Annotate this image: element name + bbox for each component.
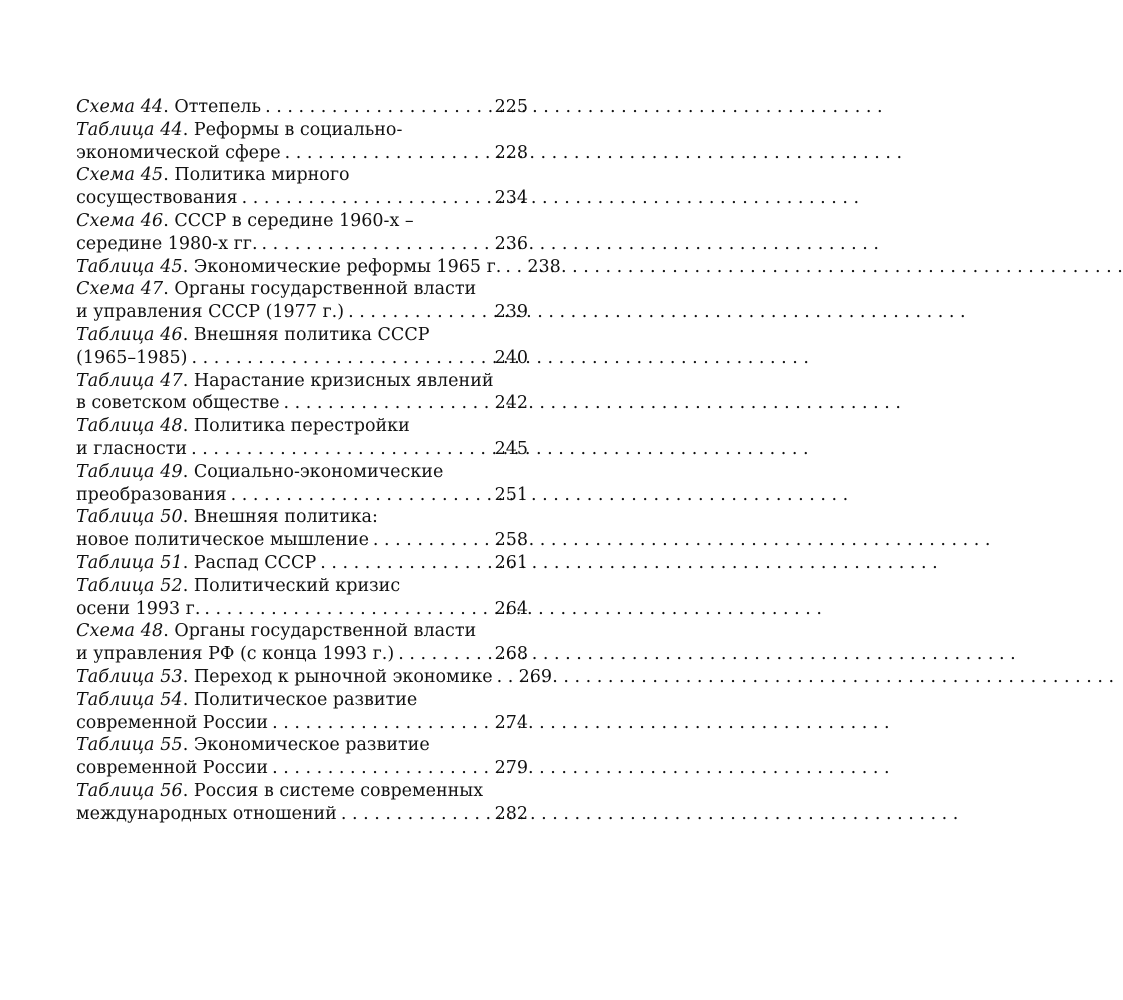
toc-entry-line — [76, 780, 528, 803]
toc-entry-title: Политика перестройки — [193, 416, 410, 437]
toc-entry-label: Таблица 55 — [76, 735, 183, 756]
toc-entry-title: Органы государственной власти — [174, 621, 477, 642]
label-separator: . — [163, 97, 175, 117]
label-separator: . — [182, 119, 194, 140]
toc-entry-page-number: 261 — [494, 552, 528, 573]
toc-entry-title: преобразования — [76, 484, 227, 505]
label-separator: . — [163, 165, 175, 186]
toc-entry-title: современной России — [76, 712, 269, 733]
toc-entry-title: сосуществования — [76, 188, 238, 209]
toc-entry-page-number: 274 — [494, 712, 528, 733]
toc-entry-title: осени 1993 г. — [76, 598, 201, 619]
toc-entry — [76, 119, 528, 165]
label-separator: . — [182, 370, 194, 391]
toc-entry-label: Таблица 54 — [76, 689, 183, 710]
dot-leader — [191, 438, 491, 461]
toc-entry-label: Таблица 48 — [76, 416, 183, 437]
toc-entry-label: Схема 44 — [76, 97, 164, 117]
toc-entry-line — [76, 324, 528, 347]
toc-entry-page-number: 279 — [494, 758, 528, 779]
toc-entry — [76, 256, 561, 279]
toc-entry-line — [76, 392, 528, 415]
toc-entry-page-number: 236 — [494, 233, 528, 254]
toc-entry-page-number: 234 — [494, 188, 528, 209]
toc-entry-title: Политика мирного — [174, 165, 350, 186]
toc-entry-title: Внешняя политика СССР — [193, 324, 430, 345]
toc-entry-line — [76, 278, 528, 301]
toc-entry-line — [76, 164, 528, 187]
toc-entry-line — [76, 529, 528, 552]
dot-leader — [272, 757, 491, 780]
toc-entry-label: Таблица 47 — [76, 370, 183, 391]
toc-entry-title: экономической сфере — [76, 142, 281, 163]
toc-entry-line — [76, 370, 528, 393]
dot-leader — [497, 666, 515, 689]
toc-entry-page-number: 269 — [518, 666, 553, 687]
label-separator: . — [182, 735, 194, 756]
toc-entry — [76, 210, 528, 256]
table-of-contents — [76, 96, 561, 826]
toc-entry — [76, 506, 528, 552]
label-separator: . — [182, 416, 194, 437]
toc-entry — [76, 461, 528, 507]
toc-entry-line — [76, 734, 528, 757]
toc-entry-title: Социально-экономические — [193, 461, 444, 482]
label-separator: . — [182, 256, 194, 277]
toc-entry-label: Таблица 46 — [76, 324, 183, 345]
toc-entry-page-number: 242 — [494, 393, 528, 414]
toc-entry-page-number: 240 — [494, 347, 528, 368]
toc-entry — [76, 324, 528, 370]
toc-entry-label: Таблица 44 — [76, 119, 183, 140]
toc-entry — [76, 575, 528, 621]
dot-leader — [204, 598, 490, 621]
toc-entry — [76, 666, 553, 689]
toc-entry-title: и гласности — [76, 438, 188, 459]
toc-entry-label: Схема 45 — [76, 165, 164, 186]
toc-entry-title: Экономическое развитие — [193, 735, 430, 756]
toc-entry-line — [76, 666, 553, 689]
toc-entry-label: Таблица 56 — [76, 780, 183, 801]
toc-entry — [76, 780, 528, 826]
label-separator: . — [182, 507, 194, 528]
toc-entry-line — [76, 142, 528, 165]
toc-entry-title: Переход к рыночной экономике — [193, 666, 493, 687]
toc-entry-label: Схема 46 — [76, 210, 164, 231]
dot-leader — [272, 712, 491, 735]
toc-entry-line — [76, 620, 528, 643]
label-separator: . — [182, 780, 194, 801]
toc-entry-line — [76, 347, 528, 370]
dot-leader — [341, 803, 491, 826]
label-separator: . — [182, 552, 194, 573]
label-separator: . — [163, 279, 175, 300]
label-separator: . — [163, 210, 175, 231]
toc-entry-title: Политический кризис — [193, 575, 401, 596]
toc-entry-line — [76, 119, 528, 142]
dot-leader — [231, 484, 491, 507]
label-separator: . — [182, 666, 194, 687]
toc-entry-title: Экономические реформы 1965 г. — [193, 256, 502, 277]
toc-entry-label: Схема 47 — [76, 279, 164, 300]
toc-entry-title: Оттепель — [174, 97, 262, 117]
toc-entry-line — [76, 506, 528, 529]
toc-entry-line — [76, 256, 561, 279]
toc-entry-line — [76, 689, 528, 712]
toc-entry-line — [76, 96, 528, 119]
toc-entry-title: Распад СССР — [193, 552, 317, 573]
toc-entry-line — [76, 461, 528, 484]
label-separator: . — [182, 575, 194, 596]
toc-entry-page-number: 258 — [494, 530, 528, 551]
dot-leader — [191, 347, 490, 370]
toc-entry-title: современной России — [76, 758, 269, 779]
toc-entry — [76, 96, 528, 119]
toc-entry-title: и управления СССР (1977 г.) — [76, 302, 345, 323]
toc-entry-line — [76, 233, 528, 256]
toc-entry-title: (1965–1985) — [76, 347, 188, 368]
toc-entry-title: Политическое развитие — [193, 689, 418, 710]
toc-entry-label: Таблица 45 — [76, 256, 183, 277]
toc-entry-page-number: 225 — [494, 97, 528, 117]
toc-entry-page-number: 228 — [494, 142, 528, 163]
toc-entry-page-number: 245 — [494, 438, 528, 459]
toc-entry-line — [76, 552, 528, 575]
toc-entry-line — [76, 575, 528, 598]
toc-entry-title: Нарастание кризисных явлений — [193, 370, 494, 391]
toc-entry-title: и управления РФ (с конца 1993 г.) — [76, 644, 395, 665]
toc-entry-page-number: 239 — [494, 302, 528, 323]
toc-entry — [76, 278, 528, 324]
label-separator: . — [182, 461, 194, 482]
dot-leader — [242, 187, 491, 210]
label-separator: . — [163, 621, 175, 642]
toc-entry-line — [76, 757, 528, 780]
toc-entry-label: Таблица 50 — [76, 507, 183, 528]
toc-entry-page-number: 268 — [494, 644, 528, 665]
toc-entry-label: Схема 48 — [76, 621, 164, 642]
dot-leader — [398, 643, 490, 666]
toc-entry — [76, 620, 528, 666]
toc-entry-line — [76, 803, 528, 826]
toc-entry-title: в советском обществе — [76, 393, 280, 414]
toc-entry-title: середине 1980-х гг. — [76, 233, 258, 254]
toc-entry-label: Таблица 49 — [76, 461, 183, 482]
dot-leader — [348, 301, 491, 324]
label-separator: . — [182, 689, 194, 710]
toc-entry-line — [76, 712, 528, 735]
toc-entry — [76, 552, 528, 575]
toc-entry-line — [76, 484, 528, 507]
toc-entry-line — [76, 301, 528, 324]
dot-leader — [505, 256, 523, 279]
toc-entry — [76, 734, 528, 780]
toc-entry — [76, 164, 528, 210]
toc-entry — [76, 689, 528, 735]
toc-entry-page-number: 238 — [527, 256, 561, 277]
toc-entry-title: Россия в системе современных — [193, 780, 484, 801]
toc-entry-page-number: 264 — [494, 598, 528, 619]
toc-entry-page-number: 282 — [494, 803, 528, 824]
toc-entry-title: СССР в середине 1960-х – — [174, 210, 414, 231]
toc-entry-line — [76, 415, 528, 438]
toc-entry-line — [76, 598, 528, 621]
toc-entry-title: Внешняя политика: — [193, 507, 378, 528]
toc-entry-title: Реформы в социально- — [193, 119, 403, 140]
toc-entry — [76, 370, 528, 416]
toc-entry-title: новое политическое мышление — [76, 530, 369, 551]
dot-leader — [320, 552, 490, 575]
toc-entry-line — [76, 643, 528, 666]
toc-entry — [76, 415, 528, 461]
toc-entry-label: Таблица 53 — [76, 666, 183, 687]
toc-entry-line — [76, 438, 528, 461]
dot-leader — [283, 392, 490, 415]
toc-entry-label: Таблица 51 — [76, 552, 183, 573]
toc-entry-label: Таблица 52 — [76, 575, 183, 596]
toc-entry-line — [76, 187, 528, 210]
toc-entry-title: международных отношений — [76, 803, 337, 824]
toc-entry-line — [76, 210, 528, 233]
dot-leader — [285, 142, 491, 165]
toc-entry-page-number: 251 — [494, 484, 528, 505]
dot-leader — [265, 96, 491, 119]
label-separator: . — [182, 324, 194, 345]
toc-entry-title: Органы государственной власти — [174, 279, 477, 300]
dot-leader — [373, 529, 491, 552]
dot-leader — [262, 233, 491, 256]
